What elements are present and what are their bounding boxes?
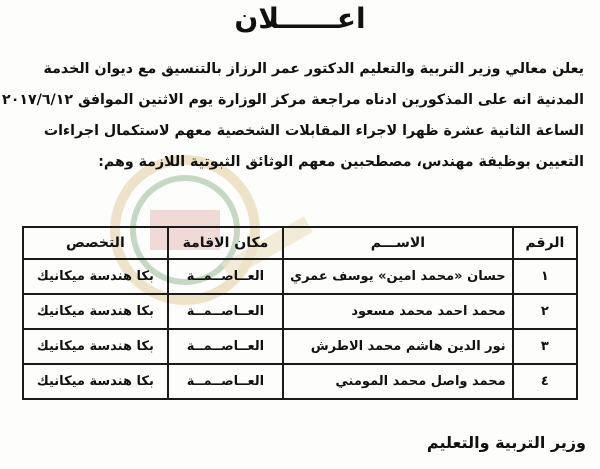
cell-name: نور الدين هاشم محمد الاطرش [283, 329, 513, 364]
cell-residence: العــاصــمــة [168, 294, 283, 329]
cell-name: محمد احمد محمد مسعود [283, 294, 513, 329]
cell-specialization: بكا هندسة ميكانيك [23, 259, 168, 294]
table-row [23, 364, 577, 399]
header-number: الرقم [513, 227, 577, 259]
table-row [23, 259, 577, 294]
announcement-line: يعلن معالي وزير التربية والتعليم الدكتور عمر الرزاز بالتنسيق مع ديوان الخدمة [43, 61, 584, 77]
table-row [23, 329, 577, 364]
header-residence: مكان الاقامة [168, 227, 283, 259]
cell-residence: العــاصــمــة [168, 329, 283, 364]
cell-number: ٢ [513, 294, 577, 329]
cell-number: ٣ [513, 329, 577, 364]
header-specialization: التخصص [23, 227, 168, 259]
cell-number: ١ [513, 259, 577, 294]
signature-line: وزير التربية والتعليم [426, 433, 586, 452]
announcement-title: اعــــــلان [234, 2, 366, 35]
cell-number: ٤ [513, 364, 577, 399]
cell-specialization: بكا هندسة ميكانيك [23, 329, 168, 364]
candidates-table [22, 226, 578, 400]
announcement-line: المدنية انه على المذكورين ادناه مراجعة مركز الوزارة يوم الاثنين الموافق ٢٠١٧/٦/١٢ [2, 92, 584, 108]
cell-residence: العــاصــمــة [168, 364, 283, 399]
announcement-body [2, 54, 584, 178]
cell-residence: العــاصــمــة [168, 259, 283, 294]
cell-specialization: بكا هندسة ميكانيك [23, 364, 168, 399]
announcement-line: التعيين بوظيفة مهندس، مصطحبين معهم الوثائق الثبوتية اللازمة وهم: [98, 154, 584, 170]
table-header-row [23, 227, 577, 259]
announcement-line: الساعة الثانية عشرة ظهرا لاجراء المقابلات الشخصية معهم لاستكمال اجراءات [43, 123, 584, 139]
header-name: الاســـم [283, 227, 513, 259]
cell-specialization: بكا هندسة ميكانيك [23, 294, 168, 329]
cell-name: حسان «محمد امين» يوسف عمري [283, 259, 513, 294]
table-row [23, 294, 577, 329]
cell-name: محمد واصل محمد المومني [283, 364, 513, 399]
